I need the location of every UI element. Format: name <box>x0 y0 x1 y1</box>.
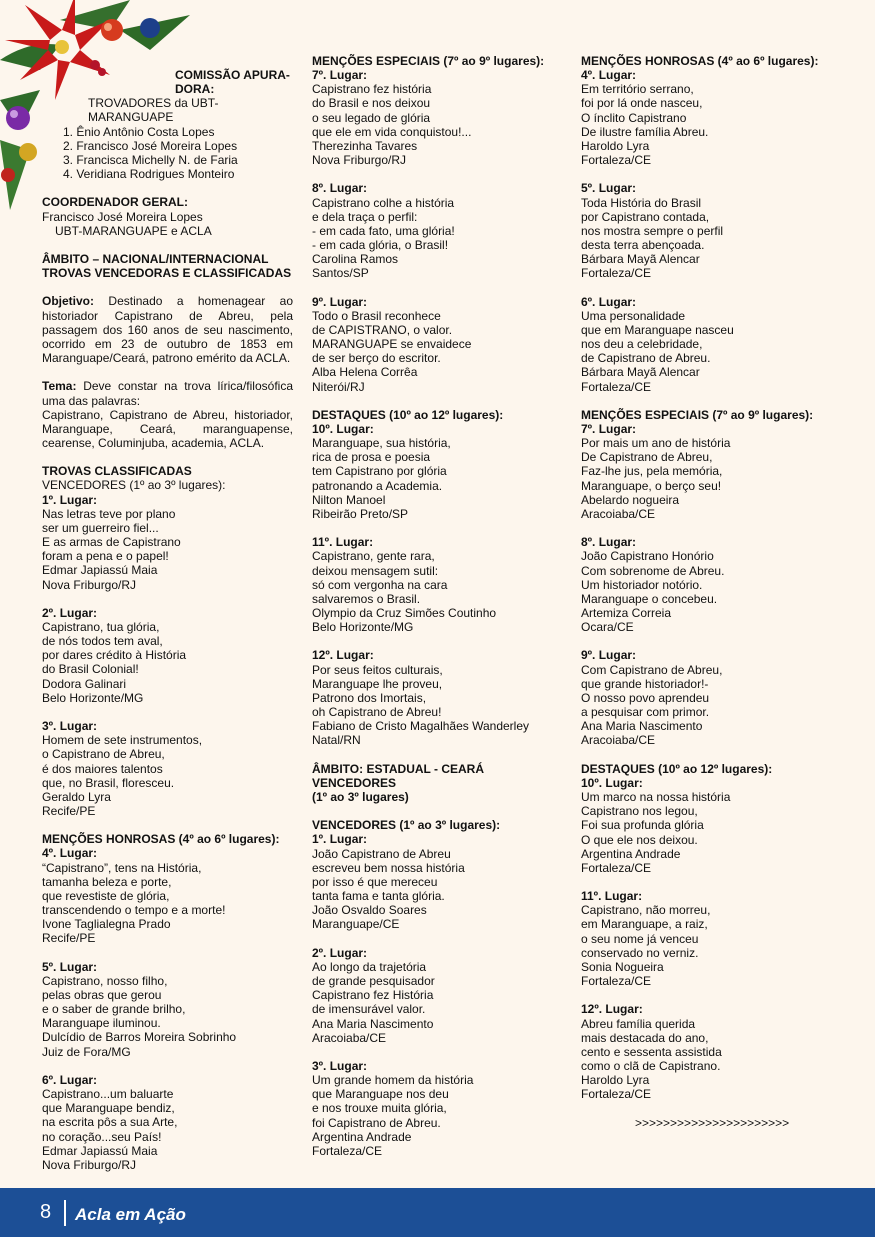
end-mark: >>>>>>>>>>>>>>>>>>>>>> <box>635 1115 790 1130</box>
verse-line: O que ele nos deixou. <box>581 832 698 847</box>
verse-line: de imensurável valor. <box>312 1002 426 1017</box>
objective-label: Objetivo: <box>42 294 95 309</box>
entry-group <box>312 68 562 408</box>
author-name: Ana Maria Nascimento <box>581 719 703 734</box>
verse-line: patronando a Academia. <box>312 478 443 493</box>
verse-line: e dela traça o perfil: <box>312 209 418 224</box>
verse-line: que ele em vida conquistou!... <box>312 124 472 139</box>
author-name: Olympio da Cruz Simões Coutinho <box>312 606 497 621</box>
verse-line: Ao longo da trajetória <box>312 959 427 974</box>
entry-place: 7º. Lugar: <box>312 68 368 83</box>
entry-group <box>42 846 293 1186</box>
verse-line: Por seus feitos culturais, <box>312 662 443 677</box>
verse-line: Foi sua profunda glória <box>581 818 704 833</box>
entry-group <box>581 776 831 1116</box>
author-city: Nova Friburgo/RJ <box>42 1157 137 1172</box>
entry-place: 7º. Lugar: <box>581 422 637 437</box>
author-name: Haroldo Lyra <box>581 138 650 153</box>
verse-line: Capistrano fez História <box>312 988 434 1003</box>
verse-line: - em cada fato, uma glória! <box>312 223 455 238</box>
entry-group <box>581 68 831 408</box>
verse-line: MARANGUAPE se envaidece <box>312 337 472 352</box>
verse-line: que Maranguape bendiz, <box>42 1101 175 1116</box>
author-name: Sonia Nogueira <box>581 959 664 974</box>
author-city: Natal/RN <box>312 733 361 748</box>
column-right <box>581 54 831 1130</box>
author-name: Nilton Manoel <box>312 492 386 507</box>
honorable-heading: MENÇÕES HONROSAS (4º ao 6º lugares): <box>581 54 819 68</box>
verse-line: Capistrano, tua glória, <box>42 620 160 634</box>
author-city: Recife/PE <box>42 931 96 946</box>
entry-place: 8º. Lugar: <box>312 181 368 196</box>
verse-line: Um historiador notório. <box>581 577 703 592</box>
verse-line: no coração...seu País! <box>42 1129 162 1144</box>
verse-line: o seu legado de glória <box>312 110 431 125</box>
verse-line: o seu nome já venceu <box>581 931 699 946</box>
entry-place: 3º. Lugar: <box>42 719 98 734</box>
commission-title: COMISSÃO APURA-DORA: <box>175 68 290 97</box>
entry-place: 3º. Lugar: <box>312 1058 368 1073</box>
verse-line: Um marco na nossa história <box>581 790 731 805</box>
author-city: Juiz de Fora/MG <box>42 1044 131 1059</box>
special-heading: MENÇÕES ESPECIAIS (7º ao 9º lugares): <box>581 407 814 422</box>
verse-line: - em cada glória, o Brasil! <box>312 238 449 253</box>
verse-line: em Maranguape, a raiz, <box>581 917 708 932</box>
author-name: Ana Maria Nascimento <box>312 1016 434 1031</box>
entry-place: 12º. Lugar: <box>312 648 374 663</box>
verse-line: rica de prosa e poesia <box>312 450 431 465</box>
winners-subheading: VENCEDORES (1º ao 3º lugares): <box>42 478 226 493</box>
objective-text: Destinado a homenagear ao historiador Capistrano de Abreu, pela passagem dos 160 anos de seu nascimento, ocorrido em 23 de outubro de 1853 em Maranguape/Ceará, patrono emérito da ACLA. <box>42 294 293 366</box>
author-name: Ivone Taglialegna Prado <box>42 917 171 932</box>
verse-line: Homem de sete instrumentos, <box>42 733 203 748</box>
author-city: Fortaleza/CE <box>581 860 652 875</box>
verse-line: que revestiste de glória, <box>42 888 170 903</box>
verse-line: por dares crédito à História <box>42 648 187 663</box>
verse-line: escreveu bem nossa história <box>312 860 465 875</box>
entry-place: 2º. Lugar: <box>42 605 98 620</box>
verse-line: O ínclito Capistrano <box>581 110 687 125</box>
verse-line: foi por lá onde nasceu, <box>581 96 703 111</box>
commission-member: 3. Francisca Michelly N. de Faria <box>63 152 238 167</box>
verse-line: Em território serrano, <box>581 82 694 97</box>
honorable-heading: MENÇÕES HONROSAS (4º ao 6º lugares): <box>42 832 280 847</box>
commission-member: 4. Veridiana Rodrigues Monteiro <box>63 167 235 182</box>
verse-line: Uma personalidade <box>581 308 686 323</box>
verse-line: Maranguape o concebeu. <box>581 591 718 606</box>
entry-group <box>312 422 562 762</box>
verse-line: que em Maranguape nasceu <box>581 322 734 337</box>
verse-line: é dos maiores talentos <box>42 761 163 776</box>
verse-line: e o saber de grande brilho, <box>42 1002 186 1017</box>
verse-line: como o clã de Capistrano. <box>581 1058 721 1073</box>
author-name: Argentina Andrade <box>581 846 681 861</box>
author-city: Fortaleza/CE <box>581 1087 652 1102</box>
verse-line: Capistrano nos legou, <box>581 804 698 819</box>
author-city: Fortaleza/CE <box>581 266 652 281</box>
state-winners-heading: VENCEDORES <box>312 775 397 790</box>
entry-place: 4º. Lugar: <box>42 846 98 861</box>
author-city: Fortaleza/CE <box>312 1143 383 1158</box>
author-city: Fortaleza/CE <box>581 153 652 168</box>
verse-line: nos mostra sempre o perfil <box>581 223 724 238</box>
highlights-heading: DESTAQUES (10º ao 12º lugares): <box>581 761 773 776</box>
author-name: Edmar Japiassú Maia <box>42 1143 158 1158</box>
verse-line: Capistrano...um baluarte <box>42 1087 174 1102</box>
verse-line: De Capistrano de Abreu, <box>581 450 713 465</box>
verse-line: o Capistrano de Abreu, <box>42 747 165 762</box>
author-city: Nova Friburgo/RJ <box>42 577 137 592</box>
entry-place: 5º. Lugar: <box>581 181 637 196</box>
coordinator-title: COORDENADOR GERAL: <box>42 195 188 210</box>
author-city: Nova Friburgo/RJ <box>312 153 407 168</box>
verse-line: que, no Brasil, floresceu. <box>42 775 175 790</box>
author-city: Belo Horizonte/MG <box>312 620 414 635</box>
footer-divider <box>64 1200 66 1226</box>
verse-line: Capistrano colhe a história <box>312 195 455 210</box>
verse-line: na escrita pôs a sua Arte, <box>42 1115 178 1130</box>
verse-line: de Capistrano de Abreu. <box>581 351 711 366</box>
entry-place: 11º. Lugar: <box>312 535 374 550</box>
author-city: Recife/PE <box>42 804 96 819</box>
verse-line: e nos trouxe muita glória, <box>312 1101 447 1116</box>
author-city: Fortaleza/CE <box>581 974 652 989</box>
verse-line: oh Capistrano de Abreu! <box>312 705 442 720</box>
author-name: Fabiano de Cristo Magalhães Wanderley <box>312 719 530 734</box>
author-name: Artemiza Correia <box>581 606 672 621</box>
verse-line: por isso é que mereceu <box>312 874 438 889</box>
verse-line: desta terra abençoada. <box>581 238 705 253</box>
entry-place: 1º. Lugar: <box>312 832 368 847</box>
entry-place: 8º. Lugar: <box>581 535 637 550</box>
verse-line: Com Capistrano de Abreu, <box>581 662 723 677</box>
verse-line: Maranguape lhe proveu, <box>312 676 443 691</box>
author-city: Maranguape/CE <box>312 917 400 932</box>
verse-line: Patrono dos Imortais, <box>312 690 427 705</box>
entry-place: 10º. Lugar: <box>581 775 643 790</box>
verse-line: tem Capistrano por glória <box>312 464 447 479</box>
verse-line: Capistrano, gente rara, <box>312 549 435 564</box>
scope-heading: ÂMBITO – NACIONAL/INTERNACIONAL <box>42 252 269 266</box>
verse-line: transcendendo o tempo e a morte! <box>42 903 226 918</box>
verse-line: Nas letras teve por plano <box>42 506 176 521</box>
state-range: (1º ao 3º lugares) <box>312 790 409 805</box>
verse-line: Capistrano, nosso filho, <box>42 973 168 988</box>
verse-line: de ser berço do escritor. <box>312 351 441 366</box>
author-name: Argentina Andrade <box>312 1129 412 1144</box>
entry-place: 9º. Lugar: <box>312 294 368 309</box>
author-city: Aracoiaba/CE <box>581 506 656 521</box>
verse-line: salvaremos o Brasil. <box>312 591 421 606</box>
author-name: João Osvaldo Soares <box>312 903 427 918</box>
verse-line: Capistrano fez história <box>312 82 432 97</box>
verse-line: a pesquisar com primor. <box>581 705 710 720</box>
verse-line: cento e sessenta assistida <box>581 1044 722 1059</box>
page-number: 8 <box>40 1201 52 1223</box>
author-city: Fortaleza/CE <box>581 379 652 394</box>
magazine-title: Acla em Ação <box>75 1205 186 1224</box>
verse-line: do Brasil e nos deixou <box>312 96 431 111</box>
verse-line: De ilustre família Abreu. <box>581 124 709 139</box>
verse-line: Por mais um ano de história <box>581 436 731 451</box>
classified-heading: TROVAS CLASSIFICADAS <box>42 464 192 479</box>
verse-line: que Maranguape nos deu <box>312 1087 449 1102</box>
verse-line: de CAPISTRANO, o valor. <box>312 322 453 337</box>
author-city: Aracoiaba/CE <box>312 1030 387 1045</box>
scope-subheading: TROVAS VENCEDORAS E CLASSIFICADAS <box>42 266 292 281</box>
objective-paragraph <box>42 294 293 365</box>
verse-line: nos deu a celebridade, <box>581 337 703 352</box>
verse-line: Maranguape, sua história, <box>312 436 451 451</box>
entry-place: 1º. Lugar: <box>42 492 98 507</box>
author-name: Edmar Japiassú Maia <box>42 563 158 578</box>
entry-place: 6º. Lugar: <box>42 1072 98 1087</box>
verse-line: ser um guerreiro fiel... <box>42 520 159 535</box>
verse-line: tanta fama e tanta glória. <box>312 889 445 904</box>
verse-line: Faz-lhe jus, pela memória, <box>581 464 723 479</box>
verse-line: João Capistrano de Abreu <box>312 846 451 861</box>
verse-line: por Capistrano contada, <box>581 209 710 224</box>
verse-line: O nosso povo aprendeu <box>581 690 710 705</box>
author-city: Santos/SP <box>312 266 369 281</box>
author-name: Dulcídio de Barros Moreira Sobrinho <box>42 1030 237 1045</box>
highlights-heading: DESTAQUES (10º ao 12º lugares): <box>312 407 504 422</box>
verse-line: Todo o Brasil reconhece <box>312 308 441 323</box>
verse-line: Maranguape, o berço seu! <box>581 478 722 493</box>
theme-paragraph <box>42 379 293 407</box>
author-city: Belo Horizonte/MG <box>42 690 144 705</box>
entry-place: 9º. Lugar: <box>581 648 637 663</box>
state-scope-heading: ÂMBITO: ESTADUAL - CEARÁ <box>312 761 484 776</box>
commission-member: 2. Francisco José Moreira Lopes <box>63 138 238 153</box>
author-name: Dodora Galinari <box>42 676 127 691</box>
author-name: Bárbara Mayã Alencar <box>581 252 700 267</box>
verse-line: foi Capistrano de Abreu. <box>312 1115 441 1130</box>
verse-line: João Capistrano Honório <box>581 549 714 564</box>
entry-group <box>581 422 831 762</box>
theme-words: Capistrano, Capistrano de Abreu, historiador, Maranguape, Ceará, maranguapense, cearense, Columinjuba, academia, ACLA. <box>42 407 293 450</box>
author-name: Bárbara Mayã Alencar <box>581 365 700 380</box>
coordinator-org: UBT-MARANGUAPE e ACLA <box>55 223 212 238</box>
author-city: Niterói/RJ <box>312 379 365 394</box>
verse-line: E as armas de Capistrano <box>42 535 181 550</box>
theme-text: Deve constar na trova lírica/filosófica uma das palavras: <box>42 379 293 408</box>
verse-line: do Brasil Colonial! <box>42 662 139 677</box>
verse-line: tamanha beleza e porte, <box>42 874 172 889</box>
verse-line: de grande pesquisador <box>312 974 435 989</box>
winners-heading: VENCEDORES (1º ao 3º lugares): <box>312 818 501 833</box>
entry-place: 4º. Lugar: <box>581 68 637 83</box>
verse-line: Com sobrenome de Abreu. <box>581 563 725 578</box>
verse-line: Capistrano, não morreu, <box>581 903 711 918</box>
column-left <box>42 68 293 1186</box>
entry-group <box>312 832 562 1172</box>
verse-line: conservado no verniz. <box>581 945 699 960</box>
entry-place: 11º. Lugar: <box>581 889 643 904</box>
verse-line: Maranguape iluminou. <box>42 1016 161 1031</box>
special-heading: MENÇÕES ESPECIAIS (7º ao 9º lugares): <box>312 54 545 68</box>
author-name: Carolina Ramos <box>312 252 399 267</box>
author-city: Aracoiaba/CE <box>581 733 656 748</box>
entry-group <box>42 493 293 833</box>
author-city: Ocara/CE <box>581 620 634 635</box>
entry-place: 5º. Lugar: <box>42 959 98 974</box>
verse-line: foram a pena e o papel! <box>42 549 169 564</box>
verse-line: que grande historiador!- <box>581 676 709 691</box>
verse-line: de nós todos tem aval, <box>42 634 163 649</box>
author-city: Ribeirão Preto/SP <box>312 506 409 521</box>
commission-subtitle: TROVADORES da UBT-MARANGUAPE <box>88 96 219 125</box>
verse-line: deixou mensagem sutil: <box>312 563 439 578</box>
verse-line: Toda História do Brasil <box>581 195 702 210</box>
entry-place: 2º. Lugar: <box>312 945 368 960</box>
verse-line: “Capistrano”, tens na História, <box>42 860 202 875</box>
entry-place: 10º. Lugar: <box>312 422 374 437</box>
verse-line: só com vergonha na cara <box>312 577 448 592</box>
author-name: Haroldo Lyra <box>581 1073 650 1088</box>
verse-line: mais destacada do ano, <box>581 1030 709 1045</box>
entry-place: 12º. Lugar: <box>581 1002 643 1017</box>
author-name: Therezinha Tavares <box>312 138 418 153</box>
author-name: Abelardo nogueira <box>581 492 680 507</box>
commission-member: 1. Ênio Antônio Costa Lopes <box>63 124 215 139</box>
verse-line: Um grande homem da história <box>312 1073 474 1088</box>
author-name: Geraldo Lyra <box>42 789 111 804</box>
column-middle <box>312 54 562 1172</box>
verse-line: pelas obras que gerou <box>42 988 162 1003</box>
coordinator-name: Francisco José Moreira Lopes <box>42 209 203 224</box>
author-name: Alba Helena Corrêa <box>312 365 418 380</box>
verse-line: Abreu família querida <box>581 1016 696 1031</box>
entry-place: 6º. Lugar: <box>581 294 637 309</box>
theme-label: Tema: <box>42 379 77 394</box>
